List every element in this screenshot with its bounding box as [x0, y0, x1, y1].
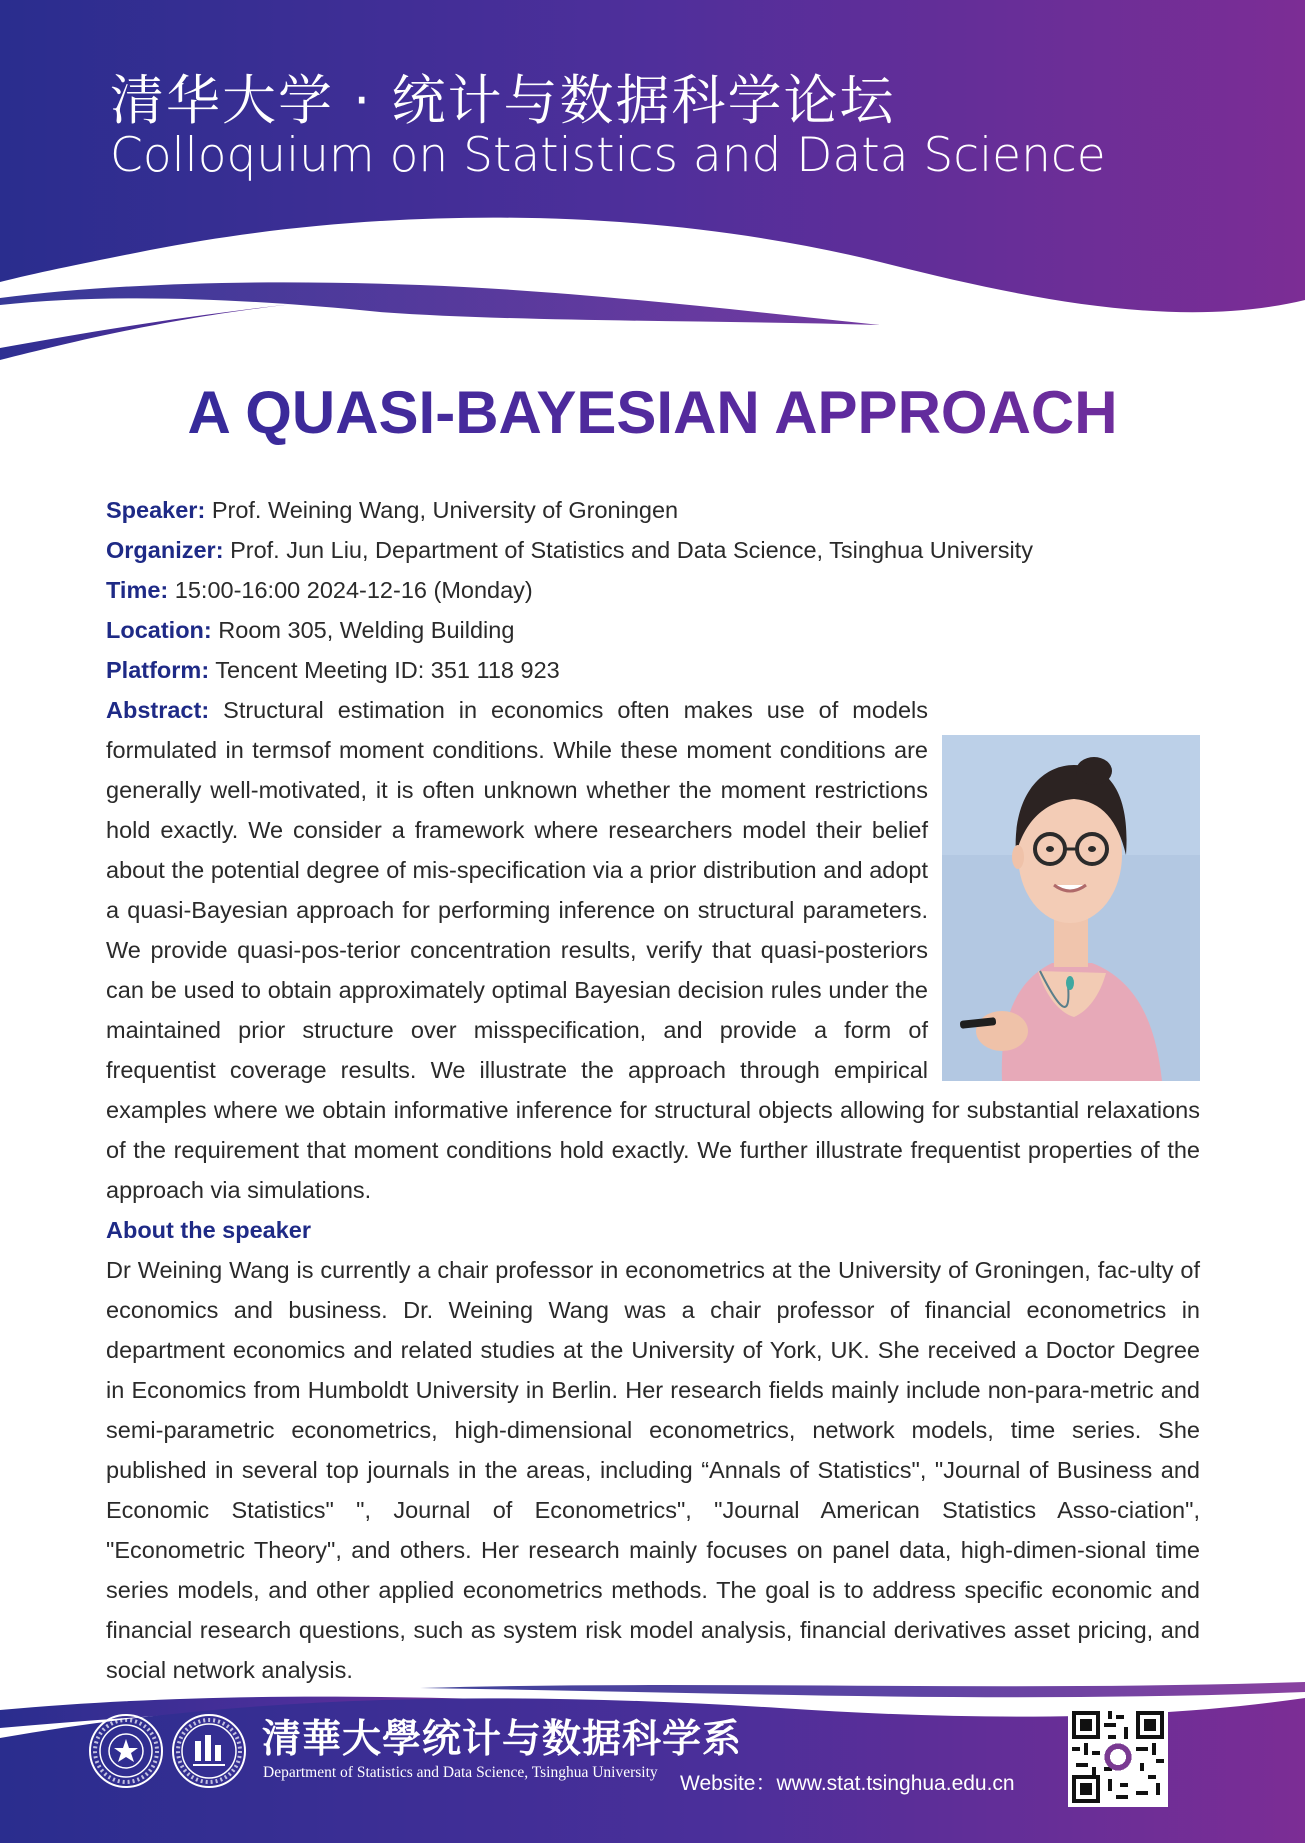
- website-link[interactable]: Website：www.stat.tsinghua.edu.cn: [680, 1772, 1015, 1795]
- location-value: Room 305, Welding Building: [218, 617, 515, 643]
- department-name-english: Department of Statistics and Data Science, Tsinghua University: [263, 1764, 658, 1781]
- about-text: Dr Weining Wang is currently a chair professor in econometrics at the University of Groningen, fac-ulty of economics and business. Dr. Weining Wang was a chair professor of financial econometrics in department economics and related studies at the University of York, UK. She received a Doctor Degree in Economics from Humboldt University in Berlin. Her research fields mainly include non-para-metric and semi-parametric econometrics, high-dimensional econometrics, network models, time series. She published in several top journals in the areas, including “Annals of Statistics", "Journal of Business and Economic Statistics" ", Journal of Econometrics", "Journal American Statistics Asso-ciation", "Econometric Theory", and others. Her research mainly focuses on panel data, high-dimen-sional time series models, and other applied econometrics methods. The goal is to address specific economic and financial research questions, such as system risk model analysis, financial derivatives asset pricing, and social network analysis.: [106, 1257, 1200, 1683]
- abstract-label: Abstract:: [106, 697, 210, 723]
- header-banner: [0, 0, 1305, 380]
- time-value: 15:00-16:00 2024-12-16 (Monday): [174, 577, 533, 603]
- speaker-photo: [942, 735, 1200, 1081]
- abstract-text: Structural estimation in economics often makes use of models formulated in termsof moment conditions. While these moment conditions are generally well-motivated, it is often unknown whether the moment restrictions hold exactly. We consider a framework where researchers model their belief about the potential degree of mis-specification via a prior distribution and adopt a quasi-Bayesian approach for performing inference on structural parameters. We provide quasi-pos-terior concentration results, verify that quasi-posteriors can be used to obtain approximately optimal Bayesian decision rules under the maintained prior structure over misspecification, and provide a form of frequentist coverage results. We illustrate the approach through empirical examples where we obtain informative inference for structural objects allowing for substantial relaxations of the requirement that moment conditions hold exactly. We further illustrate frequentist properties of the approach via simulations.: [106, 697, 1200, 1203]
- abstract-paragraph: [106, 690, 1200, 1210]
- poster-content: [106, 490, 1200, 1690]
- speaker-label: Speaker:: [106, 497, 206, 523]
- location-row: [106, 610, 1200, 650]
- forum-title-english: Colloquium on Statistics and Data Science: [110, 128, 1106, 183]
- qr-code[interactable]: [1068, 1707, 1168, 1807]
- platform-value: Tencent Meeting ID: 351 118 923: [215, 657, 560, 683]
- organizer-value: Prof. Jun Liu, Department of Statistics and Data Science, Tsinghua University: [230, 537, 1033, 563]
- location-label: Location:: [106, 617, 212, 643]
- organizer-row: [106, 530, 1200, 570]
- forum-title-chinese: 清华大学 · 统计与数据科学论坛: [110, 69, 896, 132]
- platform-label: Platform:: [106, 657, 210, 683]
- time-label: Time:: [106, 577, 169, 603]
- department-name-chinese: 清華大學统计与数据科学系: [262, 1716, 743, 1762]
- speaker-value: Prof. Weining Wang, University of Groningen: [211, 497, 679, 523]
- department-seal: [171, 1713, 247, 1789]
- organizer-label: Organizer:: [106, 537, 224, 563]
- about-heading: About the speaker: [106, 1217, 312, 1243]
- platform-row: [106, 650, 1200, 690]
- talk-title: A QUASI-BAYESIAN APPROACH: [0, 378, 1305, 447]
- speaker-row: [106, 490, 1200, 530]
- time-row: [106, 570, 1200, 610]
- tsinghua-university-seal: [88, 1713, 164, 1789]
